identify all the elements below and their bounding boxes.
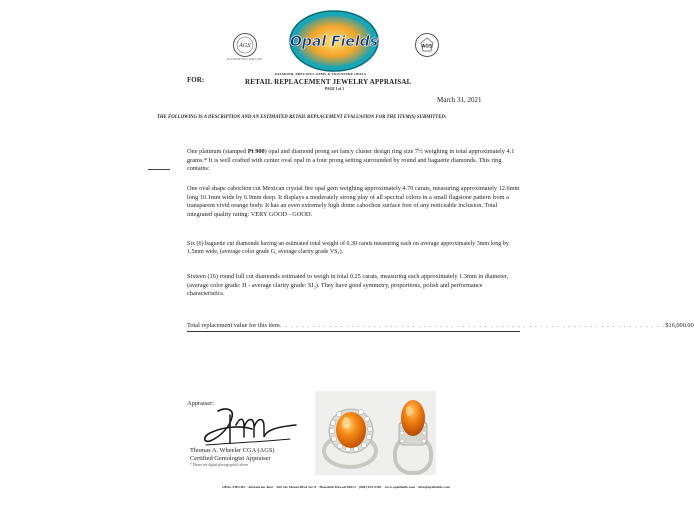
ags-seal-left <box>233 33 257 57</box>
round-diamonds-description: Sixteen (16) round full cut diamonds estimated to weigh in total 0.25 carats, measuring each approximately 1.3mm in diameter, (average color grade: H - average clarity grade: SI₂). They have good symmetry, proportions, polish and performance characteristics. <box>187 273 509 298</box>
ring-description: One platinum (stamped Pt 900) opal and diamond prong set fancy cluster design ring size 7½ weighing in total approximately 4.1 grams.* It is well crafted with center oval opal in a four prong setting surrounded by round and baguette diamonds. This ring contains: <box>187 148 515 173</box>
company-tagline: DIAMOND, PRECIOUS GEMS & SIGNATURE OPALS <box>275 72 367 76</box>
opal-fields-logo <box>289 10 379 72</box>
ring-photograph <box>315 391 436 475</box>
total-value: $16,000.00 <box>665 322 694 329</box>
page-indicator: PAGE 1 of 1 <box>325 87 344 91</box>
intro-statement: THE FOLLOWING IS A DESCRIPTION AND AN ESTIMATED RETAIL REPLACEMENT EVALUATION FOR THE ITEM(S) SUBMITTED: <box>157 115 447 120</box>
margin-dash <box>148 169 170 170</box>
total-underline <box>187 331 520 332</box>
company-footer: OPAL FIELDS · Restaurant Row · 560 Six Mount Blvd Ste N · Honolulu Hawaii 96813 · (808) 955-9382 · www.opalfields.com · info@opalfields.com <box>222 485 450 489</box>
seal-left-caption: ACCREDITED GEM LAB <box>226 57 262 61</box>
svg-text:AGS: AGS <box>421 44 433 50</box>
svg-text:AGS: AGS <box>239 43 251 49</box>
for-label: FOR: <box>187 76 205 84</box>
appraiser-label: Appraiser: <box>187 400 214 407</box>
baguette-diamonds-description: Six (6) baguette cut diamonds having an estimated total weight of 0.30 carats measuring each on average approximately 3mm long by 1.5mm wide, (average color grade G, average clarity grade VS₂). <box>187 241 509 256</box>
photo-note: * Please see digital photograph(s) above <box>190 463 248 467</box>
total-label: Total replacement value for this item <box>187 322 280 329</box>
handwritten-signature <box>200 403 302 449</box>
document-title: RETAIL REPLACEMENT JEWELRY APPRAISAL <box>245 78 412 86</box>
ags-seal-right <box>415 33 439 57</box>
appraisal-date: March 31, 2021 <box>437 96 482 104</box>
appraiser-title: Certified Gemologist Appraiser <box>190 455 271 462</box>
appraiser-name: Thomas A. Wheeler CGA (AGS) <box>190 447 275 454</box>
opal-description: One oval shape cabochon cut Mexican crystal fire opal gem weighing approximately 4.70 carats, measuring approximately 12.6mm long 10.1mm wide by 6.9mm deep. It displays a moderately strong play of all spectral colors in a small flagstone pattern from a transparent vivid orange body. It has an even extremely high dome cabochon surface free of any noticeable inclusion. Total integrated quality rating: VERY GOOD - GOOD. <box>187 185 520 218</box>
logo-text: Opal Fields <box>289 34 379 50</box>
total-value-row <box>187 322 694 329</box>
leader-dots: . . . . . . . . . . . . . . . . . . . . . . . . . . . . . . . . . . . . . . . . . . . . . . . . . . . . . . . . . . . . . . . . . . . . . . <box>279 322 666 329</box>
